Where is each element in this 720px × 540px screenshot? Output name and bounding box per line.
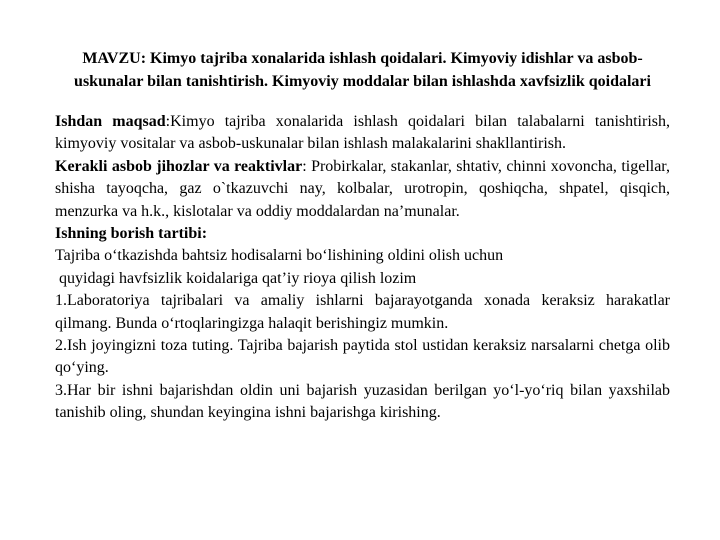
equipment-label: Kerakli asbob jihozlar va reaktivlar — [55, 157, 303, 175]
goal-label: Ishdan maqsad — [55, 113, 166, 130]
document-page — [55, 48, 670, 425]
rule-item-2: 2.Ish joyingizni toza tuting. Tajriba bajarish paytida stol ustidan keraksiz narsalarni chetga olib qo‘ying. — [55, 337, 670, 377]
rule-item-3: 3.Har bir ishni bajarishdan oldin uni bajarish yuzasidan berilgan yo‘l-yo‘riq bilan yaxshilab tanishib oling, shundan keyingina ishni bajarishga kirishing. — [55, 381, 670, 422]
document-title: MAVZU: Kimyo tajriba xonalarida ishlash qoidalari. Kimyoviy idishlar va asbob-uskunalar bilan tanishtirish. Kimyoviy moddalar bilan ishlashda xavfsizlik qoidalari — [74, 50, 651, 90]
procedure-heading: Ishning borish tartibi: — [55, 225, 208, 243]
goal-paragraph — [55, 111, 670, 156]
rule-item-1: 1.Laboratoriya tajribalari va amaliy ishlarni bajarayotganda xonada keraksiz harakatlar qilmang. Bunda o‘rtoqlaringizga halaqit berishingiz mumkin. — [55, 292, 670, 332]
goal-text: :Kimyo tajriba xonalarida ishlash qoidalari bilan talabalarni tanishtirish, kimyoviy vositalar va asbob-uskunalar bilan ishlash malakalarini shakllantirish. — [55, 113, 671, 153]
procedure-intro-line-1: Tajriba o‘tkazishda bahtsiz hodisalarni bo‘lishining oldini olish uchun — [55, 247, 504, 265]
equipment-text: : Probirkalar, stakanlar, shtativ, chinni xovoncha, tigellar, shisha tayoqcha, gaz o`tkazuvchi nay, kolbalar, urotropin, qoshiqcha, shpatel, qisqich, menzurka va h.k., kislotalar va oddiy moddalardan na’munalar. — [55, 157, 670, 220]
procedure-intro-line-2: quyidagi havfsizlik koidalariga qat’iy rioya qilish lozim — [55, 269, 417, 287]
equipment-paragraph — [55, 156, 670, 223]
